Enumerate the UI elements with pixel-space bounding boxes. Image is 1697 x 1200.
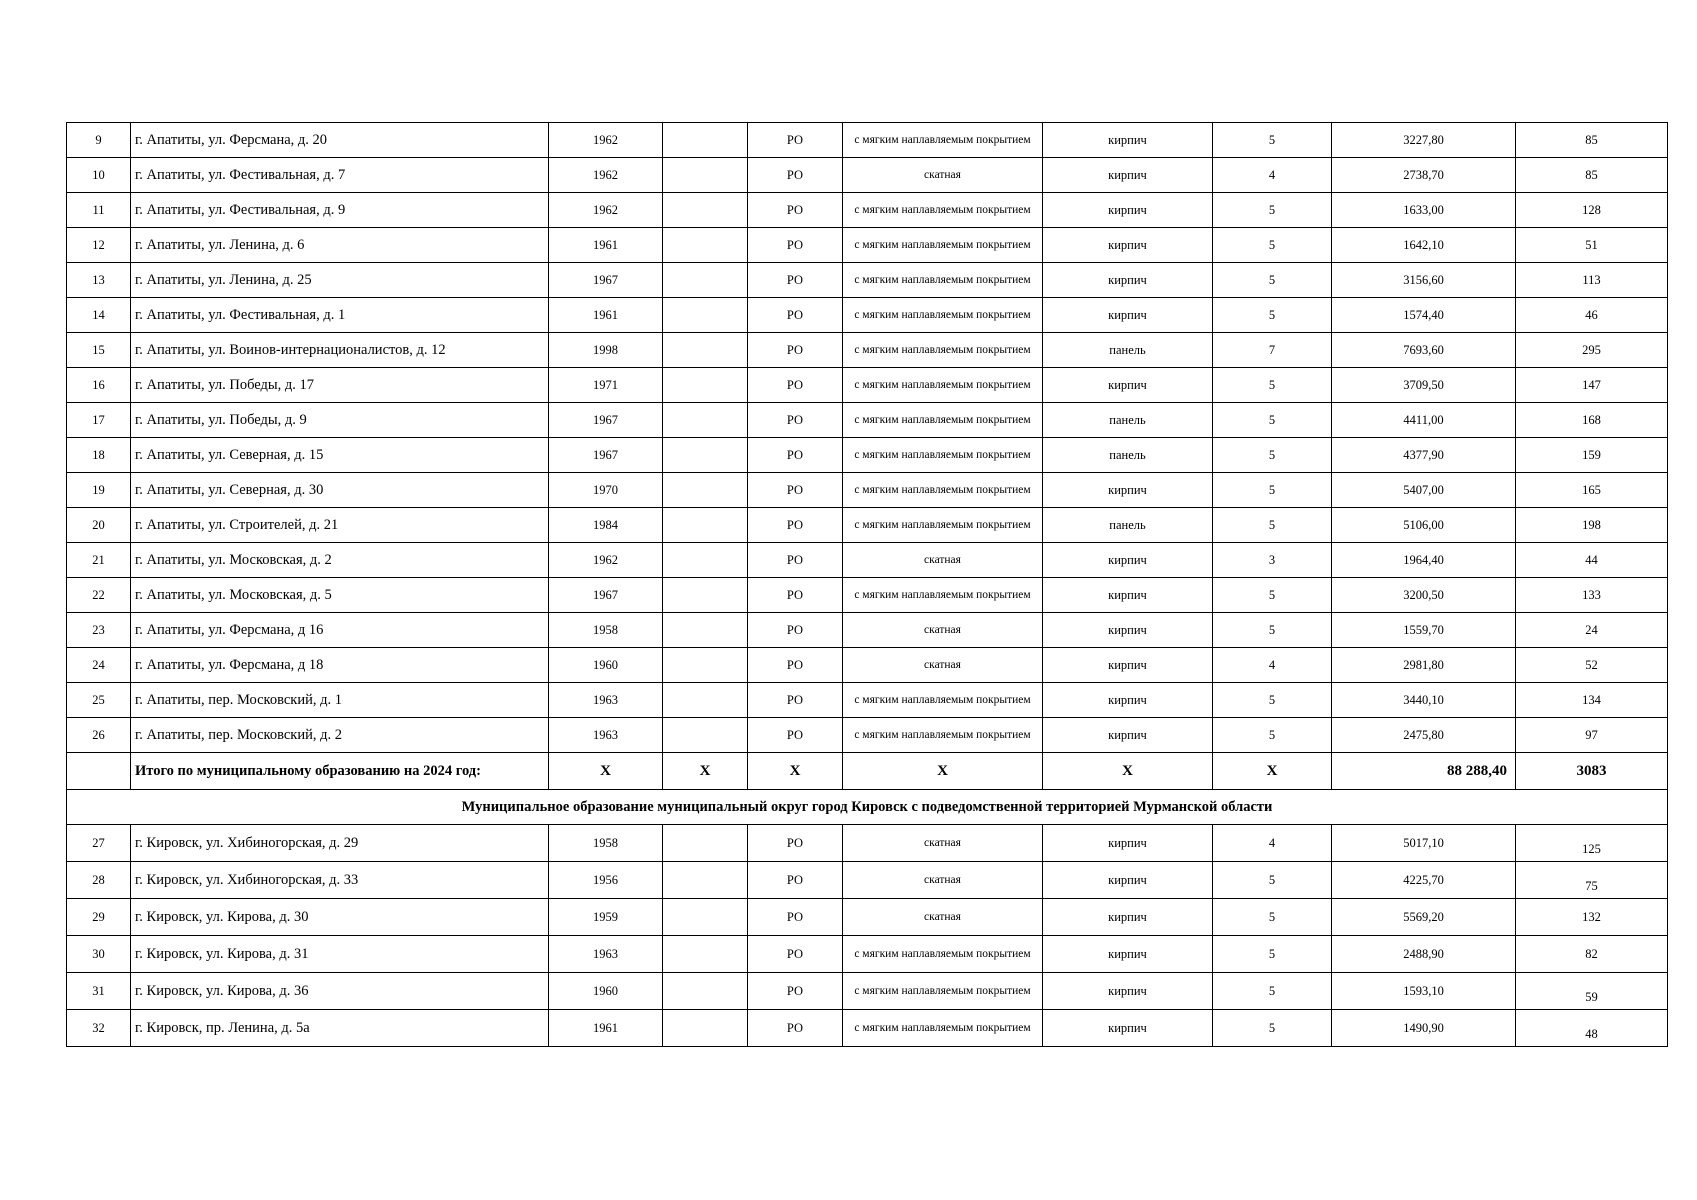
- cell-residents: 85: [1516, 158, 1668, 193]
- cell-residents: 48: [1516, 1010, 1668, 1047]
- cell-area: 2981,80: [1332, 648, 1516, 683]
- cell-residents: 295: [1516, 333, 1668, 368]
- cell-walls: кирпич: [1043, 973, 1213, 1010]
- cell-n: 11: [67, 193, 131, 228]
- cell-roof: скатная: [843, 825, 1043, 862]
- cell-fund: [663, 578, 748, 613]
- cell-year: 1961: [549, 298, 663, 333]
- cell-fund: [663, 973, 748, 1010]
- cell-n: 18: [67, 438, 131, 473]
- table-row: [67, 123, 1668, 158]
- table-row: [67, 718, 1668, 753]
- cell-address: г. Кировск, ул. Кирова, д. 36: [131, 973, 549, 1010]
- cell-address: г. Кировск, ул. Хибиногорская, д. 29: [131, 825, 549, 862]
- table-row: [67, 473, 1668, 508]
- cell-address: г. Апатиты, ул. Фестивальная, д. 7: [131, 158, 549, 193]
- table-row: [67, 543, 1668, 578]
- table-row: [67, 193, 1668, 228]
- cell-floors: 5: [1213, 936, 1332, 973]
- cell-area: 1642,10: [1332, 228, 1516, 263]
- cell-method: РО: [748, 438, 843, 473]
- cell-floors: 3: [1213, 543, 1332, 578]
- table-row: [67, 368, 1668, 403]
- cell-area: 5569,20: [1332, 899, 1516, 936]
- table-row: [67, 508, 1668, 543]
- cell-area: 3227,80: [1332, 123, 1516, 158]
- cell-n: 13: [67, 263, 131, 298]
- cell-n: 21: [67, 543, 131, 578]
- cell-n: 24: [67, 648, 131, 683]
- cell-address: г. Апатиты, пер. Московский, д. 1: [131, 683, 549, 718]
- table-row: [67, 263, 1668, 298]
- cell-residents: 125: [1516, 825, 1668, 862]
- cell-roof: скатная: [843, 899, 1043, 936]
- total-roof: Х: [843, 753, 1043, 790]
- cell-n: 20: [67, 508, 131, 543]
- cell-floors: 5: [1213, 298, 1332, 333]
- cell-area: 5407,00: [1332, 473, 1516, 508]
- cell-floors: 5: [1213, 508, 1332, 543]
- cell-year: 1961: [549, 228, 663, 263]
- cell-walls: кирпич: [1043, 683, 1213, 718]
- cell-method: РО: [748, 899, 843, 936]
- cell-address: г. Апатиты, ул. Фестивальная, д. 9: [131, 193, 549, 228]
- cell-roof: скатная: [843, 543, 1043, 578]
- cell-floors: 5: [1213, 683, 1332, 718]
- cell-n: 15: [67, 333, 131, 368]
- table-row: [67, 648, 1668, 683]
- cell-area: 3709,50: [1332, 368, 1516, 403]
- cell-walls: кирпич: [1043, 193, 1213, 228]
- cell-residents: 133: [1516, 578, 1668, 613]
- cell-n: 16: [67, 368, 131, 403]
- cell-address: г. Апатиты, ул. Московская, д. 5: [131, 578, 549, 613]
- cell-area: 1593,10: [1332, 973, 1516, 1010]
- cell-method: РО: [748, 825, 843, 862]
- cell-floors: 5: [1213, 718, 1332, 753]
- table-row: [67, 825, 1668, 862]
- cell-roof: с мягким наплавляемым покрытием: [843, 936, 1043, 973]
- table-row: [67, 899, 1668, 936]
- cell-year: 1961: [549, 1010, 663, 1047]
- cell-walls: кирпич: [1043, 648, 1213, 683]
- cell-method: РО: [748, 158, 843, 193]
- cell-residents: 128: [1516, 193, 1668, 228]
- cell-n: 14: [67, 298, 131, 333]
- cell-method: РО: [748, 473, 843, 508]
- cell-fund: [663, 158, 748, 193]
- cell-walls: кирпич: [1043, 718, 1213, 753]
- cell-n: 29: [67, 899, 131, 936]
- table-row: [67, 403, 1668, 438]
- cell-residents: 82: [1516, 936, 1668, 973]
- cell-n: 28: [67, 862, 131, 899]
- cell-year: 1958: [549, 613, 663, 648]
- cell-fund: [663, 263, 748, 298]
- cell-floors: 5: [1213, 613, 1332, 648]
- cell-method: РО: [748, 862, 843, 899]
- cell-area: 4377,90: [1332, 438, 1516, 473]
- rows-2024: [67, 123, 1668, 753]
- cell-method: РО: [748, 1010, 843, 1047]
- cell-n: 23: [67, 613, 131, 648]
- cell-n: 25: [67, 683, 131, 718]
- total-row: [67, 753, 1668, 790]
- cell-roof: скатная: [843, 648, 1043, 683]
- cell-residents: 168: [1516, 403, 1668, 438]
- total-fund: Х: [663, 753, 748, 790]
- cell-address: г. Апатиты, ул. Ленина, д. 25: [131, 263, 549, 298]
- cell-method: РО: [748, 403, 843, 438]
- cell-address: г. Апатиты, ул. Победы, д. 17: [131, 368, 549, 403]
- cell-residents: 44: [1516, 543, 1668, 578]
- cell-n: 9: [67, 123, 131, 158]
- cell-residents: 132: [1516, 899, 1668, 936]
- cell-year: 1970: [549, 473, 663, 508]
- total-label: Итого по муниципальному образованию на 2024 год:: [131, 753, 549, 790]
- cell-year: 1960: [549, 973, 663, 1010]
- table-row: [67, 228, 1668, 263]
- cell-walls: кирпич: [1043, 543, 1213, 578]
- cell-floors: 5: [1213, 473, 1332, 508]
- cell-floors: 4: [1213, 158, 1332, 193]
- cell-walls: кирпич: [1043, 123, 1213, 158]
- cell-n: 31: [67, 973, 131, 1010]
- cell-method: РО: [748, 648, 843, 683]
- cell-method: РО: [748, 193, 843, 228]
- cell-fund: [663, 718, 748, 753]
- cell-floors: 5: [1213, 123, 1332, 158]
- cell-n: 22: [67, 578, 131, 613]
- cell-residents: 51: [1516, 228, 1668, 263]
- cell-fund: [663, 936, 748, 973]
- cell-residents: 24: [1516, 613, 1668, 648]
- cell-roof: с мягким наплавляемым покрытием: [843, 193, 1043, 228]
- rows-kirovsk: [67, 825, 1668, 1047]
- cell-address: г. Апатиты, ул. Северная, д. 15: [131, 438, 549, 473]
- cell-fund: [663, 473, 748, 508]
- cell-residents: 52: [1516, 648, 1668, 683]
- cell-n: 32: [67, 1010, 131, 1047]
- cell-roof: с мягким наплавляемым покрытием: [843, 228, 1043, 263]
- cell-roof: с мягким наплавляемым покрытием: [843, 578, 1043, 613]
- cell-address: г. Апатиты, ул. Ленина, д. 6: [131, 228, 549, 263]
- total-year: Х: [549, 753, 663, 790]
- cell-roof: с мягким наплавляемым покрытием: [843, 973, 1043, 1010]
- cell-roof: с мягким наплавляемым покрытием: [843, 473, 1043, 508]
- cell-fund: [663, 193, 748, 228]
- cell-address: г. Кировск, ул. Кирова, д. 31: [131, 936, 549, 973]
- cell-address: г. Апатиты, ул. Фестивальная, д. 1: [131, 298, 549, 333]
- cell-roof: с мягким наплавляемым покрытием: [843, 123, 1043, 158]
- cell-method: РО: [748, 298, 843, 333]
- cell-method: РО: [748, 578, 843, 613]
- cell-area: 4225,70: [1332, 862, 1516, 899]
- cell-roof: скатная: [843, 158, 1043, 193]
- cell-walls: кирпич: [1043, 158, 1213, 193]
- cell-area: 2475,80: [1332, 718, 1516, 753]
- cell-year: 1963: [549, 718, 663, 753]
- cell-walls: кирпич: [1043, 368, 1213, 403]
- cell-address: г. Апатиты, ул. Строителей, д. 21: [131, 508, 549, 543]
- cell-fund: [663, 862, 748, 899]
- cell-year: 1967: [549, 263, 663, 298]
- cell-year: 1963: [549, 936, 663, 973]
- cell-fund: [663, 899, 748, 936]
- cell-method: РО: [748, 613, 843, 648]
- cell-residents: 46: [1516, 298, 1668, 333]
- cell-walls: кирпич: [1043, 298, 1213, 333]
- cell-roof: с мягким наплавляемым покрытием: [843, 403, 1043, 438]
- cell-n: 17: [67, 403, 131, 438]
- cell-address: г. Кировск, ул. Хибиногорская, д. 33: [131, 862, 549, 899]
- table-row: [67, 438, 1668, 473]
- table-row: [67, 578, 1668, 613]
- cell-fund: [663, 368, 748, 403]
- cell-roof: скатная: [843, 862, 1043, 899]
- cell-address: г. Апатиты, ул. Ферсмана, д 16: [131, 613, 549, 648]
- cell-area: 3440,10: [1332, 683, 1516, 718]
- cell-fund: [663, 825, 748, 862]
- cell-residents: 85: [1516, 123, 1668, 158]
- cell-residents: 198: [1516, 508, 1668, 543]
- cell-floors: 5: [1213, 899, 1332, 936]
- cell-residents: 134: [1516, 683, 1668, 718]
- cell-area: 5017,10: [1332, 825, 1516, 862]
- cell-method: РО: [748, 333, 843, 368]
- cell-fund: [663, 228, 748, 263]
- housing-registry-table: [66, 122, 1668, 1047]
- cell-method: РО: [748, 508, 843, 543]
- cell-floors: 4: [1213, 648, 1332, 683]
- total-floors: Х: [1213, 753, 1332, 790]
- cell-year: 1998: [549, 333, 663, 368]
- cell-floors: 5: [1213, 263, 1332, 298]
- cell-roof: с мягким наплавляемым покрытием: [843, 263, 1043, 298]
- cell-method: РО: [748, 368, 843, 403]
- cell-address: г. Апатиты, ул. Ферсмана, д. 20: [131, 123, 549, 158]
- cell-area: 4411,00: [1332, 403, 1516, 438]
- cell-area: 1633,00: [1332, 193, 1516, 228]
- cell-residents: 97: [1516, 718, 1668, 753]
- cell-year: 1967: [549, 403, 663, 438]
- table-row: [67, 1010, 1668, 1047]
- cell-residents: 147: [1516, 368, 1668, 403]
- cell-fund: [663, 298, 748, 333]
- cell-walls: кирпич: [1043, 899, 1213, 936]
- table-row: [67, 973, 1668, 1010]
- cell-address: г. Кировск, пр. Ленина, д. 5а: [131, 1010, 549, 1047]
- cell-method: РО: [748, 683, 843, 718]
- cell-roof: с мягким наплавляемым покрытием: [843, 333, 1043, 368]
- cell-year: 1971: [549, 368, 663, 403]
- cell-area: 3200,50: [1332, 578, 1516, 613]
- cell-residents: 113: [1516, 263, 1668, 298]
- cell-fund: [663, 438, 748, 473]
- cell-area: 2488,90: [1332, 936, 1516, 973]
- cell-residents: 59: [1516, 973, 1668, 1010]
- cell-walls: кирпич: [1043, 1010, 1213, 1047]
- cell-walls: кирпич: [1043, 825, 1213, 862]
- cell-roof: с мягким наплавляемым покрытием: [843, 1010, 1043, 1047]
- cell-method: РО: [748, 543, 843, 578]
- table-row: [67, 158, 1668, 193]
- cell-roof: с мягким наплавляемым покрытием: [843, 368, 1043, 403]
- cell-method: РО: [748, 228, 843, 263]
- cell-walls: кирпич: [1043, 578, 1213, 613]
- cell-n: 30: [67, 936, 131, 973]
- cell-year: 1958: [549, 825, 663, 862]
- cell-method: РО: [748, 263, 843, 298]
- cell-method: РО: [748, 718, 843, 753]
- cell-walls: кирпич: [1043, 263, 1213, 298]
- cell-fund: [663, 123, 748, 158]
- cell-residents: 165: [1516, 473, 1668, 508]
- cell-roof: с мягким наплавляемым покрытием: [843, 298, 1043, 333]
- cell-walls: панель: [1043, 403, 1213, 438]
- cell-n: 27: [67, 825, 131, 862]
- cell-method: РО: [748, 123, 843, 158]
- cell-year: 1959: [549, 899, 663, 936]
- cell-walls: панель: [1043, 333, 1213, 368]
- total-number-cell: [67, 753, 131, 790]
- total-walls: Х: [1043, 753, 1213, 790]
- table-row: [67, 298, 1668, 333]
- total-method: Х: [748, 753, 843, 790]
- cell-address: г. Апатиты, ул. Победы, д. 9: [131, 403, 549, 438]
- cell-address: г. Кировск, ул. Кирова, д. 30: [131, 899, 549, 936]
- cell-area: 1574,40: [1332, 298, 1516, 333]
- cell-roof: с мягким наплавляемым покрытием: [843, 438, 1043, 473]
- cell-method: РО: [748, 973, 843, 1010]
- cell-walls: кирпич: [1043, 936, 1213, 973]
- cell-floors: 4: [1213, 825, 1332, 862]
- cell-fund: [663, 1010, 748, 1047]
- cell-area: 3156,60: [1332, 263, 1516, 298]
- cell-area: 5106,00: [1332, 508, 1516, 543]
- cell-walls: кирпич: [1043, 228, 1213, 263]
- cell-fund: [663, 403, 748, 438]
- total-residents: 3083: [1516, 753, 1668, 790]
- table-row: [67, 333, 1668, 368]
- cell-n: 26: [67, 718, 131, 753]
- cell-area: 1964,40: [1332, 543, 1516, 578]
- cell-floors: 5: [1213, 403, 1332, 438]
- cell-fund: [663, 613, 748, 648]
- cell-walls: панель: [1043, 508, 1213, 543]
- total-area: 88 288,40: [1332, 753, 1516, 790]
- section-title: Муниципальное образование муниципальный округ город Кировск с подведомственной территорией Мурманской области: [67, 790, 1668, 825]
- cell-floors: 5: [1213, 578, 1332, 613]
- cell-address: г. Апатиты, ул. Северная, д. 30: [131, 473, 549, 508]
- cell-year: 1967: [549, 438, 663, 473]
- cell-roof: скатная: [843, 613, 1043, 648]
- cell-floors: 5: [1213, 862, 1332, 899]
- cell-year: 1960: [549, 648, 663, 683]
- cell-year: 1962: [549, 123, 663, 158]
- cell-n: 12: [67, 228, 131, 263]
- cell-address: г. Апатиты, ул. Ферсмана, д 18: [131, 648, 549, 683]
- cell-fund: [663, 333, 748, 368]
- table-row: [67, 862, 1668, 899]
- cell-roof: с мягким наплавляемым покрытием: [843, 683, 1043, 718]
- cell-year: 1962: [549, 193, 663, 228]
- cell-year: 1962: [549, 158, 663, 193]
- cell-walls: кирпич: [1043, 862, 1213, 899]
- cell-area: 2738,70: [1332, 158, 1516, 193]
- cell-residents: 75: [1516, 862, 1668, 899]
- cell-floors: 7: [1213, 333, 1332, 368]
- cell-fund: [663, 508, 748, 543]
- cell-year: 1962: [549, 543, 663, 578]
- cell-walls: кирпич: [1043, 613, 1213, 648]
- cell-year: 1956: [549, 862, 663, 899]
- cell-floors: 5: [1213, 438, 1332, 473]
- cell-floors: 5: [1213, 368, 1332, 403]
- cell-area: 1490,90: [1332, 1010, 1516, 1047]
- cell-area: 7693,60: [1332, 333, 1516, 368]
- table-row: [67, 683, 1668, 718]
- cell-residents: 159: [1516, 438, 1668, 473]
- cell-floors: 5: [1213, 228, 1332, 263]
- cell-roof: с мягким наплавляемым покрытием: [843, 718, 1043, 753]
- cell-year: 1967: [549, 578, 663, 613]
- cell-fund: [663, 648, 748, 683]
- cell-n: 10: [67, 158, 131, 193]
- cell-floors: 5: [1213, 1010, 1332, 1047]
- table-row: [67, 613, 1668, 648]
- cell-method: РО: [748, 936, 843, 973]
- cell-floors: 5: [1213, 193, 1332, 228]
- cell-address: г. Апатиты, пер. Московский, д. 2: [131, 718, 549, 753]
- cell-area: 1559,70: [1332, 613, 1516, 648]
- table-row: [67, 936, 1668, 973]
- section-header-row: [67, 790, 1668, 825]
- cell-roof: с мягким наплавляемым покрытием: [843, 508, 1043, 543]
- cell-address: г. Апатиты, ул. Воинов-интернационалистов, д. 12: [131, 333, 549, 368]
- cell-year: 1963: [549, 683, 663, 718]
- cell-fund: [663, 683, 748, 718]
- cell-year: 1984: [549, 508, 663, 543]
- cell-walls: кирпич: [1043, 473, 1213, 508]
- cell-n: 19: [67, 473, 131, 508]
- cell-floors: 5: [1213, 973, 1332, 1010]
- cell-address: г. Апатиты, ул. Московская, д. 2: [131, 543, 549, 578]
- cell-fund: [663, 543, 748, 578]
- cell-walls: панель: [1043, 438, 1213, 473]
